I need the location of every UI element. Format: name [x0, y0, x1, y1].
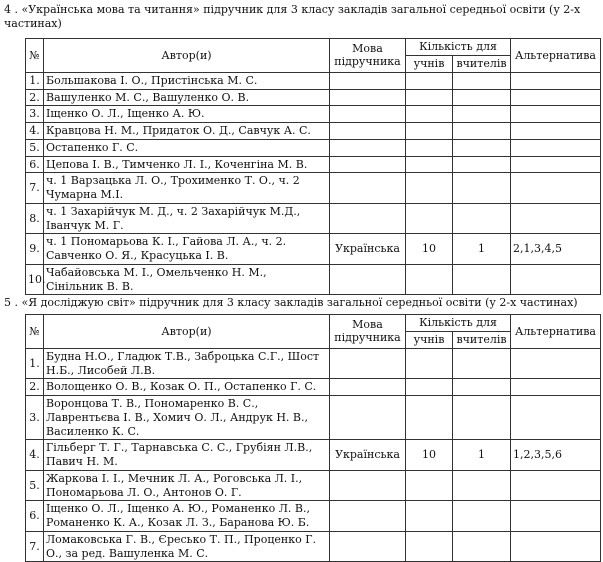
row-students	[406, 89, 453, 106]
row-author: Іщенко О. Л., Іщенко А. Ю., Романенко Л. В., Романенко К. А., Козак Л. З., Баранова Ю. Б.	[44, 501, 330, 532]
section-4-table	[25, 38, 601, 295]
row-number: 10.	[26, 264, 44, 295]
row-number: 5.	[26, 470, 44, 501]
row-number: 8.	[26, 203, 44, 234]
row-teachers	[453, 106, 511, 123]
row-alternative	[511, 396, 601, 440]
row-author: Волощенко О. В., Козак О. П., Остапенко Г. С.	[44, 379, 330, 396]
row-alternative	[511, 203, 601, 234]
row-teachers	[453, 531, 511, 562]
table-row	[26, 173, 601, 204]
row-number: 6.	[26, 501, 44, 532]
row-author: ч. 1 Варзацька Л. О., Трохименко Т. О., ч. 2 Чумарна М.І.	[44, 173, 330, 204]
row-alternative	[511, 72, 601, 89]
row-number: 1.	[26, 72, 44, 89]
row-students	[406, 106, 453, 123]
row-alternative: 2,1,3,4,5	[511, 234, 601, 265]
section-4-title: 4 . «Українська мова та читання» підручник для 3 класу закладів загальної середньої освіти (у 2-х частинах)	[4, 3, 581, 30]
header-alternative: Альтернатива	[511, 39, 601, 73]
header-teachers: вчителів	[453, 56, 511, 73]
table-row	[26, 89, 601, 106]
table-row	[26, 139, 601, 156]
row-alternative	[511, 264, 601, 295]
row-number: 6.	[26, 156, 44, 173]
row-teachers	[453, 348, 511, 379]
table-row	[26, 123, 601, 140]
table-row	[26, 156, 601, 173]
row-number: 3.	[26, 106, 44, 123]
row-language	[330, 264, 406, 295]
row-language	[330, 470, 406, 501]
table-row	[26, 531, 601, 562]
header-author: Автор(и)	[44, 315, 330, 349]
row-students	[406, 123, 453, 140]
row-teachers	[453, 89, 511, 106]
row-alternative	[511, 470, 601, 501]
row-students	[406, 348, 453, 379]
header-language: Мова підручника	[330, 39, 406, 73]
table-row	[26, 106, 601, 123]
row-language	[330, 139, 406, 156]
row-alternative	[511, 106, 601, 123]
row-students	[406, 156, 453, 173]
row-language	[330, 531, 406, 562]
row-author: ч. 1 Захарійчук М. Д., ч. 2 Захарійчук М.Д., Іванчук М. Г.	[44, 203, 330, 234]
row-language	[330, 89, 406, 106]
row-language: Українська	[330, 440, 406, 471]
row-students	[406, 501, 453, 532]
row-teachers	[453, 470, 511, 501]
table-row	[26, 396, 601, 440]
row-alternative	[511, 531, 601, 562]
header-count: Кількість для	[406, 39, 511, 56]
row-students	[406, 173, 453, 204]
row-author: Чабайовська М. І., Омельченко Н. М., Сінільник В. В.	[44, 264, 330, 295]
header-num: №	[26, 315, 44, 349]
header-alternative: Альтернатива	[511, 315, 601, 349]
table-row	[26, 72, 601, 89]
header-teachers: вчителів	[453, 332, 511, 349]
row-teachers	[453, 379, 511, 396]
table-row	[26, 264, 601, 295]
row-language	[330, 123, 406, 140]
row-language	[330, 106, 406, 123]
section-5-table	[25, 314, 601, 562]
row-students	[406, 203, 453, 234]
row-teachers	[453, 264, 511, 295]
row-author: Кравцова Н. М., Придаток О. Д., Савчук А. С.	[44, 123, 330, 140]
table-row	[26, 440, 601, 471]
row-author: Цепова І. В., Тимченко Л. І., Коченгіна М. В.	[44, 156, 330, 173]
row-students	[406, 470, 453, 501]
row-students	[406, 379, 453, 396]
row-students: 10	[406, 440, 453, 471]
row-teachers	[453, 123, 511, 140]
header-num: №	[26, 39, 44, 73]
table-row	[26, 501, 601, 532]
table-row	[26, 348, 601, 379]
table-row	[26, 379, 601, 396]
row-number: 1.	[26, 348, 44, 379]
row-language	[330, 501, 406, 532]
row-students	[406, 72, 453, 89]
row-language	[330, 396, 406, 440]
row-author: Будна Н.О., Гладюк Т.В., Заброцька С.Г., Шост Н.Б., Лисобей Л.В.	[44, 348, 330, 379]
row-author: Большакова І. О., Пристінська М. С.	[44, 72, 330, 89]
row-language	[330, 173, 406, 204]
row-students	[406, 264, 453, 295]
row-alternative: 1,2,3,5,6	[511, 440, 601, 471]
header-students: учнів	[406, 332, 453, 349]
section-5-title: 5 . «Я досліджую світ» підручник для 3 класу закладів загальної середньої освіти (у 2-х частинах)	[4, 296, 578, 309]
row-students	[406, 531, 453, 562]
row-number: 4.	[26, 440, 44, 471]
row-alternative	[511, 501, 601, 532]
row-author: Воронцова Т. В., Пономаренко В. С., Лаврентьєва І. В., Хомич О. Л., Андрук Н. В., Василенко К. С.	[44, 396, 330, 440]
header-language: Мова підручника	[330, 315, 406, 349]
row-alternative	[511, 379, 601, 396]
row-alternative	[511, 123, 601, 140]
row-author: Гільберг Т. Г., Тарнавська С. С., Грубіян Л.В., Павич Н. М.	[44, 440, 330, 471]
row-teachers	[453, 173, 511, 204]
row-students	[406, 396, 453, 440]
row-language	[330, 72, 406, 89]
row-author: Вашуленко М. С., Вашуленко О. В.	[44, 89, 330, 106]
row-language	[330, 379, 406, 396]
row-language	[330, 156, 406, 173]
row-students	[406, 139, 453, 156]
row-number: 2.	[26, 379, 44, 396]
row-teachers: 1	[453, 234, 511, 265]
table-row	[26, 234, 601, 265]
table-row	[26, 470, 601, 501]
row-author: Остапенко Г. С.	[44, 139, 330, 156]
row-number: 2.	[26, 89, 44, 106]
row-students: 10	[406, 234, 453, 265]
row-alternative	[511, 156, 601, 173]
header-author: Автор(и)	[44, 39, 330, 73]
header-count: Кількість для	[406, 315, 511, 332]
header-students: учнів	[406, 56, 453, 73]
row-number: 7.	[26, 531, 44, 562]
row-alternative	[511, 89, 601, 106]
row-alternative	[511, 348, 601, 379]
row-language	[330, 348, 406, 379]
row-alternative	[511, 139, 601, 156]
row-teachers	[453, 501, 511, 532]
row-number: 7.	[26, 173, 44, 204]
row-language: Українська	[330, 234, 406, 265]
row-teachers	[453, 156, 511, 173]
row-teachers	[453, 72, 511, 89]
row-number: 9.	[26, 234, 44, 265]
row-author: Ломаковська Г. В., Єресько Т. П., Проценко Г. О., за ред. Вашуленка М. С.	[44, 531, 330, 562]
row-author: Іщенко О. Л., Іщенко А. Ю.	[44, 106, 330, 123]
row-teachers	[453, 203, 511, 234]
row-alternative	[511, 173, 601, 204]
row-author: Жаркова І. І., Мечник Л. А., Роговська Л. І., Пономарьова Л. О., Антонов О. Г.	[44, 470, 330, 501]
row-number: 4.	[26, 123, 44, 140]
row-number: 3.	[26, 396, 44, 440]
row-author: ч. 1 Пономарьова К. І., Гайова Л. А., ч. 2. Савченко О. Я., Красуцька І. В.	[44, 234, 330, 265]
table-row	[26, 203, 601, 234]
row-teachers: 1	[453, 440, 511, 471]
row-language	[330, 203, 406, 234]
row-teachers	[453, 396, 511, 440]
row-number: 5.	[26, 139, 44, 156]
row-teachers	[453, 139, 511, 156]
